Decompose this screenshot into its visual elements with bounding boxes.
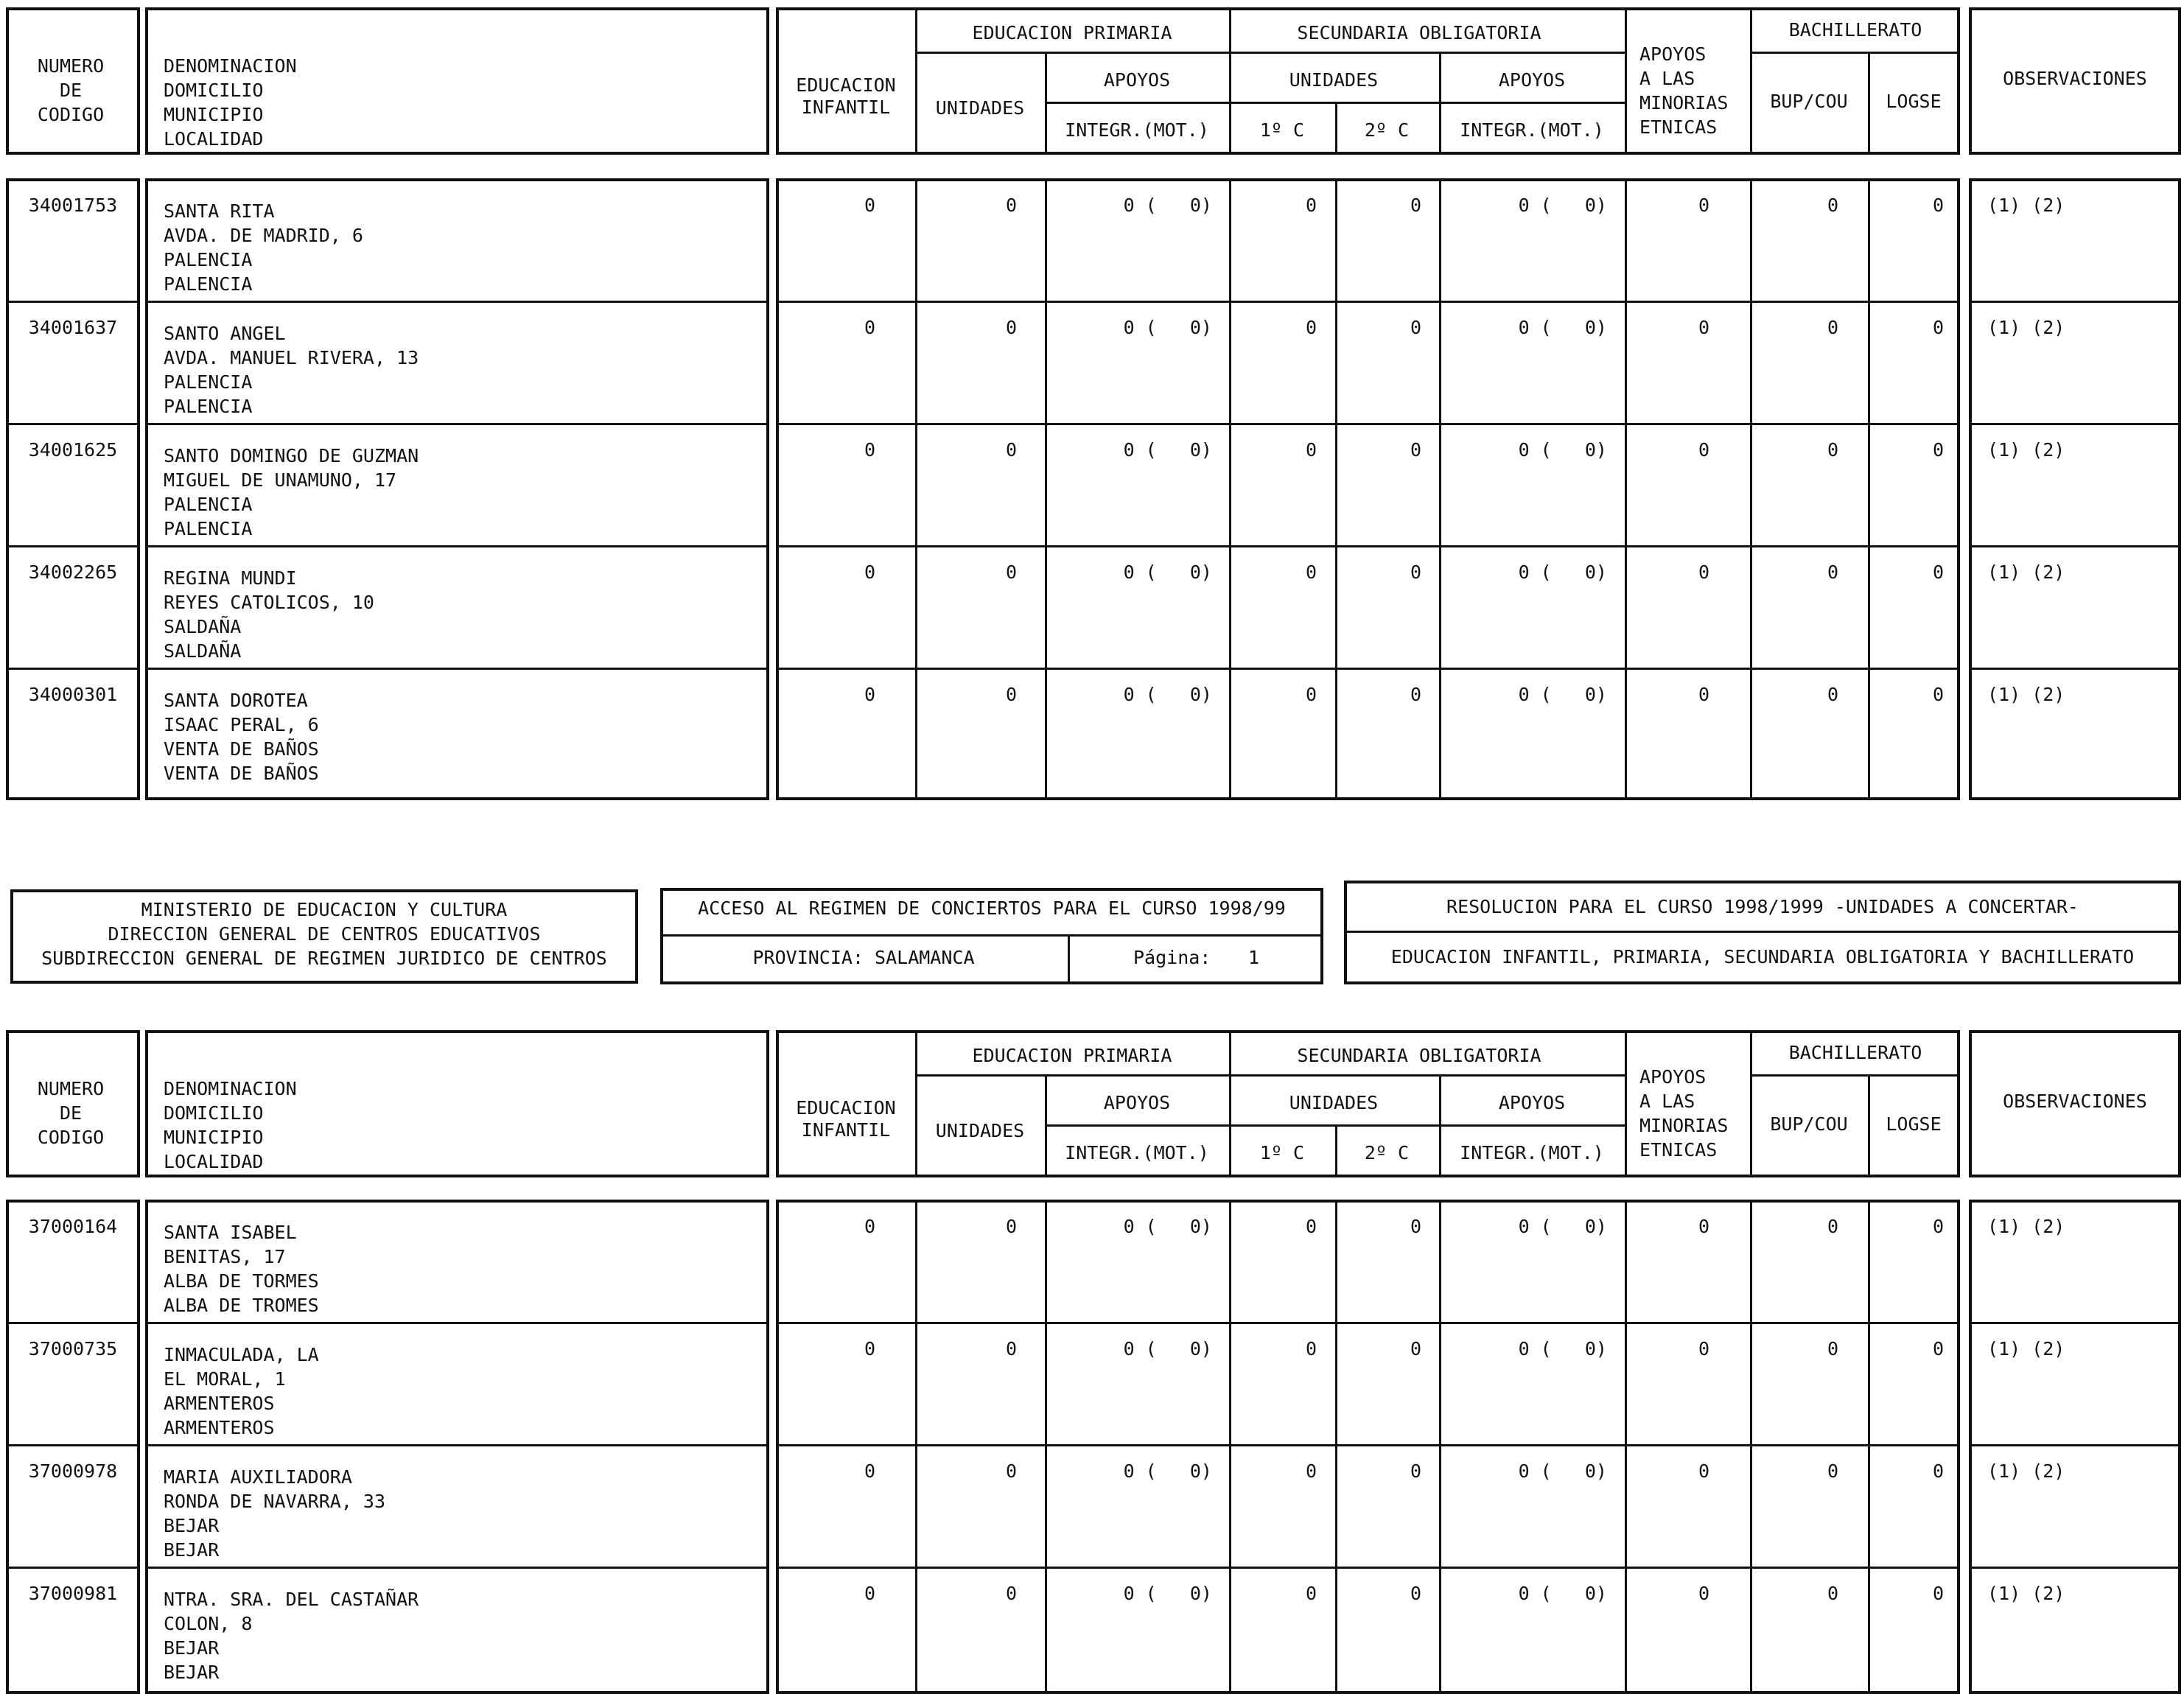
row-observaciones: (1) (2) xyxy=(1987,195,2065,216)
section_salamanca-row-sep-main-2 xyxy=(776,1444,1960,1446)
row-denominacion-line-3: PALENCIA xyxy=(164,518,253,539)
row-primaria-integr: 0 ( 0) xyxy=(1123,1583,1212,1604)
row-educacion-infantil: 0 xyxy=(864,1460,875,1482)
row-code: 34002265 xyxy=(28,561,118,583)
section_salamanca-row-sep-code-2 xyxy=(6,1444,140,1446)
row-bup-cou: 0 xyxy=(1827,684,1838,705)
row-bup-cou: 0 xyxy=(1827,1583,1838,1604)
header-sec-apoyos: APOYOS xyxy=(1498,1092,1566,1113)
section_salamanca-row-sep-denom-1 xyxy=(145,1322,769,1324)
header-sec-unidades: UNIDADES xyxy=(1289,1092,1379,1113)
row-denominacion-line-2: ALBA DE TORMES xyxy=(164,1270,319,1292)
row-sec-2c: 0 xyxy=(1410,684,1421,705)
section_palencia-row-sep-main-4 xyxy=(776,668,1960,670)
header-minorias-a-las: A LAS xyxy=(1639,68,1695,89)
row-sec-2c: 0 xyxy=(1410,439,1421,461)
row-denominacion-line-3: PALENCIA xyxy=(164,273,253,295)
section_salamanca-row-sep-obs-3 xyxy=(1969,1567,2181,1569)
section_palencia-row-sep-obs-4 xyxy=(1969,668,2181,670)
section_salamanca-row-sep-main-3 xyxy=(776,1567,1960,1569)
row-denominacion-line-2: PALENCIA xyxy=(164,249,253,270)
row-denominacion-line-2: ARMENTEROS xyxy=(164,1393,275,1414)
row-denominacion-line-2: PALENCIA xyxy=(164,371,253,393)
row-minorias: 0 xyxy=(1698,561,1709,583)
header-infantil: INFANTIL xyxy=(801,1119,891,1141)
row-sec-2c: 0 xyxy=(1410,1460,1421,1482)
section_salamanca-obs-col xyxy=(1969,1200,2181,1694)
row-minorias: 0 xyxy=(1698,1338,1709,1359)
row-primaria-integr: 0 ( 0) xyxy=(1123,684,1212,705)
section_salamanca-row-sep-denom-3 xyxy=(145,1567,769,1569)
section_palencia-vdiv-6 xyxy=(1750,178,1752,800)
header-logse: LOGSE xyxy=(1886,1113,1942,1135)
section_palencia-main-grid xyxy=(776,178,1960,800)
row-primaria-integr: 0 ( 0) xyxy=(1123,317,1212,338)
row-educacion-infantil: 0 xyxy=(864,1338,875,1359)
row-sec-integr: 0 ( 0) xyxy=(1518,439,1607,461)
row-minorias: 0 xyxy=(1698,1583,1709,1604)
row-sec-integr: 0 ( 0) xyxy=(1518,684,1607,705)
row-observaciones: (1) (2) xyxy=(1987,684,2065,705)
row-sec-1c: 0 xyxy=(1305,561,1317,583)
row-bup-cou: 0 xyxy=(1827,439,1838,461)
section_palencia-row-sep-main-2 xyxy=(776,423,1960,425)
header-educacion: EDUCACION xyxy=(796,1097,896,1119)
header-logse: LOGSE xyxy=(1886,91,1942,112)
resolucion-divider xyxy=(1344,931,2181,933)
row-denominacion-line-3: BEJAR xyxy=(164,1539,220,1561)
row-code: 34000301 xyxy=(28,684,118,705)
row-denominacion-line-0: INMACULADA, LA xyxy=(164,1344,319,1365)
row-sec-integr: 0 ( 0) xyxy=(1518,317,1607,338)
row-primaria-unidades: 0 xyxy=(1005,317,1017,338)
row-denominacion-line-1: REYES CATOLICOS, 10 xyxy=(164,592,374,613)
header-sec-1c: 1º C xyxy=(1259,119,1305,141)
row-denominacion-line-3: ALBA DE TROMES xyxy=(164,1295,319,1316)
section_palencia-vdiv-5 xyxy=(1625,178,1627,800)
header-municipio: MUNICIPIO xyxy=(164,104,264,125)
header-vdiv-major-2 xyxy=(1625,7,1627,155)
row-denominacion-line-3: SALDAÑA xyxy=(164,640,242,662)
section_palencia-row-sep-main-1 xyxy=(776,301,1960,303)
row-educacion-infantil: 0 xyxy=(864,439,875,461)
header-educacion: EDUCACION xyxy=(796,74,896,96)
row-educacion-infantil: 0 xyxy=(864,684,875,705)
row-observaciones: (1) (2) xyxy=(1987,317,2065,338)
row-denominacion-line-0: SANTO ANGEL xyxy=(164,323,286,344)
header-hdiv-secundaria xyxy=(1229,52,1625,54)
header-codigo: CODIGO xyxy=(37,1127,105,1148)
header-de: DE xyxy=(59,80,83,101)
row-denominacion-line-0: NTRA. SRA. DEL CASTAÑAR xyxy=(164,1589,419,1610)
header-hdiv-sec-unidades xyxy=(1229,1124,1625,1127)
row-code: 37000164 xyxy=(28,1216,118,1237)
row-sec-2c: 0 xyxy=(1410,1216,1421,1237)
header-minorias-apoyos: APOYOS xyxy=(1639,1066,1707,1088)
row-sec-1c: 0 xyxy=(1305,684,1317,705)
header-bup-cou: BUP/COU xyxy=(1770,1113,1848,1135)
section_palencia-obs-col xyxy=(1969,178,2181,800)
section_palencia-row-sep-denom-4 xyxy=(145,668,769,670)
header-prim-apoyos: APOYOS xyxy=(1103,1092,1171,1113)
provincia-label: PROVINCIA: SALAMANCA xyxy=(752,947,975,968)
section_palencia-row-sep-main-3 xyxy=(776,545,1960,547)
row-observaciones: (1) (2) xyxy=(1987,439,2065,461)
header-denominacion: DENOMINACION xyxy=(164,55,297,77)
header-vdiv-major-0 xyxy=(915,7,917,155)
row-denominacion-line-0: REGINA MUNDI xyxy=(164,567,297,589)
header-numero: NUMERO xyxy=(37,55,105,77)
section_palencia-code-col xyxy=(6,178,140,800)
header-infantil: INFANTIL xyxy=(801,97,891,118)
header-prim-integr: INTEGR.(MOT.) xyxy=(1065,119,1209,141)
header-vdiv-major-2 xyxy=(1625,1030,1627,1177)
header-minorias-etnicas: ETNICAS xyxy=(1639,1139,1718,1161)
row-observaciones: (1) (2) xyxy=(1987,1583,2065,1604)
row-primaria-unidades: 0 xyxy=(1005,684,1017,705)
header-hdiv-prim-apoyos xyxy=(1045,102,1229,104)
row-denominacion-line-1: EL MORAL, 1 xyxy=(164,1368,286,1390)
row-logse: 0 xyxy=(1932,195,1944,216)
row-sec-integr: 0 ( 0) xyxy=(1518,1460,1607,1482)
header-bup-cou: BUP/COU xyxy=(1770,91,1848,112)
header-vdiv-sec-2c xyxy=(1335,102,1337,155)
header-localidad: LOCALIDAD xyxy=(164,1151,264,1172)
row-denominacion-line-2: PALENCIA xyxy=(164,494,253,515)
row-bup-cou: 0 xyxy=(1827,1460,1838,1482)
section_palencia-vdiv-0 xyxy=(915,178,917,800)
row-educacion-infantil: 0 xyxy=(864,1583,875,1604)
header-bachillerato: BACHILLERATO xyxy=(1788,19,1922,41)
pagina-label: Página: xyxy=(1133,947,1211,968)
row-primaria-integr: 0 ( 0) xyxy=(1123,1216,1212,1237)
header-sec-unidades: UNIDADES xyxy=(1289,69,1379,91)
header-minorias-minorias: MINORIAS xyxy=(1639,92,1729,113)
section_palencia-row-sep-code-2 xyxy=(6,423,140,425)
row-logse: 0 xyxy=(1932,1216,1944,1237)
header-sec-2c: 2º C xyxy=(1364,119,1410,141)
row-primaria-unidades: 0 xyxy=(1005,1583,1017,1604)
section_palencia-row-sep-obs-2 xyxy=(1969,423,2181,425)
section_salamanca-row-sep-obs-1 xyxy=(1969,1322,2181,1324)
row-code: 34001637 xyxy=(28,317,118,338)
row-sec-1c: 0 xyxy=(1305,1583,1317,1604)
row-sec-1c: 0 xyxy=(1305,439,1317,461)
row-minorias: 0 xyxy=(1698,195,1709,216)
header-sec-1c: 1º C xyxy=(1259,1142,1305,1163)
row-primaria-integr: 0 ( 0) xyxy=(1123,195,1212,216)
row-primaria-unidades: 0 xyxy=(1005,1460,1017,1482)
row-sec-1c: 0 xyxy=(1305,1338,1317,1359)
header-codigo: CODIGO xyxy=(37,104,105,125)
header-vdiv-major-0 xyxy=(915,1030,917,1177)
section_palencia-vdiv-4 xyxy=(1439,178,1441,800)
header-minorias-a-las: A LAS xyxy=(1639,1091,1695,1112)
row-logse: 0 xyxy=(1932,439,1944,461)
section_salamanca-vdiv-7 xyxy=(1868,1200,1870,1694)
ministry-line-1: MINISTERIO DE EDUCACION Y CULTURA xyxy=(141,899,508,920)
row-primaria-integr: 0 ( 0) xyxy=(1123,561,1212,583)
header-observaciones: OBSERVACIONES xyxy=(2003,1091,2147,1112)
row-primaria-unidades: 0 xyxy=(1005,195,1017,216)
row-logse: 0 xyxy=(1932,1460,1944,1482)
header-domicilio: DOMICILIO xyxy=(164,1102,264,1124)
header-hdiv-primaria xyxy=(915,52,1229,54)
row-primaria-integr: 0 ( 0) xyxy=(1123,1460,1212,1482)
row-educacion-infantil: 0 xyxy=(864,195,875,216)
section_salamanca-row-sep-code-3 xyxy=(6,1567,140,1569)
row-denominacion-line-1: ISAAC PERAL, 6 xyxy=(164,714,319,735)
ministry-line-3: SUBDIRECCION GENERAL DE REGIMEN JURIDICO DE CENTROS xyxy=(41,948,607,969)
row-primaria-unidades: 0 xyxy=(1005,561,1017,583)
row-sec-1c: 0 xyxy=(1305,1460,1317,1482)
row-educacion-infantil: 0 xyxy=(864,561,875,583)
header-hdiv-bach xyxy=(1750,52,1960,54)
row-denominacion-line-2: BEJAR xyxy=(164,1637,220,1659)
header-prim-unidades: UNIDADES xyxy=(935,97,1025,119)
row-primaria-integr: 0 ( 0) xyxy=(1123,439,1212,461)
row-denominacion-line-2: VENTA DE BAÑOS xyxy=(164,738,319,760)
section_salamanca-row-sep-obs-2 xyxy=(1969,1444,2181,1446)
row-code: 37000981 xyxy=(28,1583,118,1604)
header-hdiv-bach xyxy=(1750,1074,1960,1077)
section_palencia-row-sep-obs-1 xyxy=(1969,301,2181,303)
row-bup-cou: 0 xyxy=(1827,1216,1838,1237)
header-domicilio: DOMICILIO xyxy=(164,80,264,101)
row-denominacion-line-3: BEJAR xyxy=(164,1662,220,1683)
row-sec-integr: 0 ( 0) xyxy=(1518,561,1607,583)
header-secundaria-obligatoria: SECUNDARIA OBLIGATORIA xyxy=(1297,22,1541,43)
section_palencia-row-sep-obs-3 xyxy=(1969,545,2181,547)
row-sec-2c: 0 xyxy=(1410,1338,1421,1359)
section_salamanca-row-sep-denom-2 xyxy=(145,1444,769,1446)
row-code: 34001625 xyxy=(28,439,118,461)
row-logse: 0 xyxy=(1932,684,1944,705)
row-sec-2c: 0 xyxy=(1410,195,1421,216)
row-denominacion-line-3: PALENCIA xyxy=(164,396,253,417)
row-educacion-infantil: 0 xyxy=(864,317,875,338)
header-denominacion: DENOMINACION xyxy=(164,1078,297,1099)
section_palencia-vdiv-1 xyxy=(1045,178,1047,800)
row-denominacion-line-0: SANTA DOROTEA xyxy=(164,690,308,711)
header-bachillerato: BACHILLERATO xyxy=(1788,1042,1922,1063)
header-minorias-minorias: MINORIAS xyxy=(1639,1115,1729,1136)
row-observaciones: (1) (2) xyxy=(1987,1460,2065,1482)
section_palencia-row-sep-denom-3 xyxy=(145,545,769,547)
header-prim-unidades: UNIDADES xyxy=(935,1120,1025,1141)
header-minorias-apoyos: APOYOS xyxy=(1639,43,1707,65)
row-sec-integr: 0 ( 0) xyxy=(1518,195,1607,216)
row-educacion-infantil: 0 xyxy=(864,1216,875,1237)
row-minorias: 0 xyxy=(1698,684,1709,705)
section_palencia-row-sep-code-3 xyxy=(6,545,140,547)
acceso-divider-v xyxy=(1068,934,1070,984)
header-numero: NUMERO xyxy=(37,1078,105,1099)
section_salamanca-row-sep-code-1 xyxy=(6,1322,140,1324)
row-denominacion-line-3: ARMENTEROS xyxy=(164,1417,275,1438)
row-logse: 0 xyxy=(1932,317,1944,338)
row-denominacion-line-0: MARIA AUXILIADORA xyxy=(164,1466,352,1488)
row-denominacion-line-1: MIGUEL DE UNAMUNO, 17 xyxy=(164,469,397,491)
row-sec-2c: 0 xyxy=(1410,561,1421,583)
section_salamanca-vdiv-3 xyxy=(1335,1200,1337,1694)
header-sec-apoyos: APOYOS xyxy=(1498,69,1566,91)
row-sec-integr: 0 ( 0) xyxy=(1518,1338,1607,1359)
section_palencia-row-sep-denom-1 xyxy=(145,301,769,303)
resolucion-title: RESOLUCION PARA EL CURSO 1998/1999 -UNIDADES A CONCERTAR- xyxy=(1446,896,2079,917)
header-prim-integr: INTEGR.(MOT.) xyxy=(1065,1142,1209,1163)
row-denominacion-line-0: SANTO DOMINGO DE GUZMAN xyxy=(164,445,419,466)
header-sec-integr: INTEGR.(MOT.) xyxy=(1460,119,1604,141)
section_salamanca-vdiv-4 xyxy=(1439,1200,1441,1694)
section_palencia-row-sep-code-4 xyxy=(6,668,140,670)
section_palencia-vdiv-7 xyxy=(1868,178,1870,800)
row-bup-cou: 0 xyxy=(1827,1338,1838,1359)
row-logse: 0 xyxy=(1932,1338,1944,1359)
section_palencia-vdiv-3 xyxy=(1335,178,1337,800)
row-denominacion-line-2: SALDAÑA xyxy=(164,616,242,637)
row-sec-integr: 0 ( 0) xyxy=(1518,1583,1607,1604)
row-sec-2c: 0 xyxy=(1410,1583,1421,1604)
header-minorias-etnicas: ETNICAS xyxy=(1639,116,1718,138)
section_salamanca-vdiv-0 xyxy=(915,1200,917,1694)
row-denominacion-line-1: RONDA DE NAVARRA, 33 xyxy=(164,1491,386,1512)
header-vdiv-major-1 xyxy=(1229,7,1231,155)
header-observaciones: OBSERVACIONES xyxy=(2003,68,2147,89)
row-primaria-unidades: 0 xyxy=(1005,1338,1017,1359)
row-denominacion-line-2: BEJAR xyxy=(164,1515,220,1536)
row-denominacion-line-0: SANTA RITA xyxy=(164,200,275,222)
row-logse: 0 xyxy=(1932,561,1944,583)
section_salamanca-row-sep-main-1 xyxy=(776,1322,1960,1324)
row-minorias: 0 xyxy=(1698,439,1709,461)
row-code: 37000735 xyxy=(28,1338,118,1359)
header-secundaria-obligatoria: SECUNDARIA OBLIGATORIA xyxy=(1297,1045,1541,1066)
header-sec-integr: INTEGR.(MOT.) xyxy=(1460,1142,1604,1163)
row-sec-1c: 0 xyxy=(1305,195,1317,216)
row-bup-cou: 0 xyxy=(1827,561,1838,583)
row-observaciones: (1) (2) xyxy=(1987,1338,2065,1359)
row-observaciones: (1) (2) xyxy=(1987,1216,2065,1237)
row-bup-cou: 0 xyxy=(1827,195,1838,216)
acceso-divider-h xyxy=(660,934,1323,937)
header-vdiv-logse xyxy=(1868,1074,1870,1177)
row-denominacion-line-1: COLON, 8 xyxy=(164,1613,253,1634)
row-observaciones: (1) (2) xyxy=(1987,561,2065,583)
row-denominacion-line-0: SANTA ISABEL xyxy=(164,1222,297,1243)
header-vdiv-major-1 xyxy=(1229,1030,1231,1177)
niveles-line: EDUCACION INFANTIL, PRIMARIA, SECUNDARIA OBLIGATORIA Y BACHILLERATO xyxy=(1390,946,2135,967)
section_palencia-vdiv-2 xyxy=(1229,178,1231,800)
header-educacion-primaria: EDUCACION PRIMARIA xyxy=(972,1045,1172,1066)
header-vdiv-bup xyxy=(1750,1030,1752,1177)
header-sec-2c: 2º C xyxy=(1364,1142,1410,1163)
header-hdiv-sec-unidades xyxy=(1229,102,1625,104)
section_salamanca-vdiv-5 xyxy=(1625,1200,1627,1694)
section_palencia-row-sep-code-1 xyxy=(6,301,140,303)
row-denominacion-line-3: VENTA DE BAÑOS xyxy=(164,763,319,784)
row-denominacion-line-1: AVDA. DE MADRID, 6 xyxy=(164,225,363,246)
row-primaria-unidades: 0 xyxy=(1005,439,1017,461)
row-denominacion-line-1: BENITAS, 17 xyxy=(164,1246,286,1267)
row-minorias: 0 xyxy=(1698,1216,1709,1237)
header-hdiv-prim-apoyos xyxy=(1045,1124,1229,1127)
section_salamanca-main-grid xyxy=(776,1200,1960,1694)
row-code: 37000978 xyxy=(28,1460,118,1482)
row-logse: 0 xyxy=(1932,1583,1944,1604)
header-vdiv-logse xyxy=(1868,52,1870,155)
row-primaria-integr: 0 ( 0) xyxy=(1123,1338,1212,1359)
row-minorias: 0 xyxy=(1698,317,1709,338)
section_palencia-row-sep-denom-2 xyxy=(145,423,769,425)
header-localidad: LOCALIDAD xyxy=(164,128,264,150)
row-sec-1c: 0 xyxy=(1305,1216,1317,1237)
section_salamanca-code-col xyxy=(6,1200,140,1694)
row-bup-cou: 0 xyxy=(1827,317,1838,338)
header-vdiv-bup xyxy=(1750,7,1752,155)
header-prim-apoyos: APOYOS xyxy=(1103,69,1171,91)
row-sec-integr: 0 ( 0) xyxy=(1518,1216,1607,1237)
pagina-value: 1 xyxy=(1248,947,1260,968)
row-minorias: 0 xyxy=(1698,1460,1709,1482)
header-de: DE xyxy=(59,1102,83,1124)
row-denominacion-line-1: AVDA. MANUEL RIVERA, 13 xyxy=(164,347,419,368)
section_salamanca-vdiv-6 xyxy=(1750,1200,1752,1694)
section_salamanca-vdiv-1 xyxy=(1045,1200,1047,1694)
header-municipio: MUNICIPIO xyxy=(164,1127,264,1148)
ministry-line-2: DIRECCION GENERAL DE CENTROS EDUCATIVOS xyxy=(108,923,541,945)
header-hdiv-secundaria xyxy=(1229,1074,1625,1077)
header-hdiv-primaria xyxy=(915,1074,1229,1077)
section_salamanca-vdiv-2 xyxy=(1229,1200,1231,1694)
header-vdiv-sec-2c xyxy=(1335,1124,1337,1177)
row-sec-1c: 0 xyxy=(1305,317,1317,338)
row-sec-2c: 0 xyxy=(1410,317,1421,338)
row-code: 34001753 xyxy=(28,195,118,216)
header-educacion-primaria: EDUCACION PRIMARIA xyxy=(972,22,1172,43)
acceso-title: ACCESO AL REGIMEN DE CONCIERTOS PARA EL CURSO 1998/99 xyxy=(698,897,1286,919)
row-primaria-unidades: 0 xyxy=(1005,1216,1017,1237)
